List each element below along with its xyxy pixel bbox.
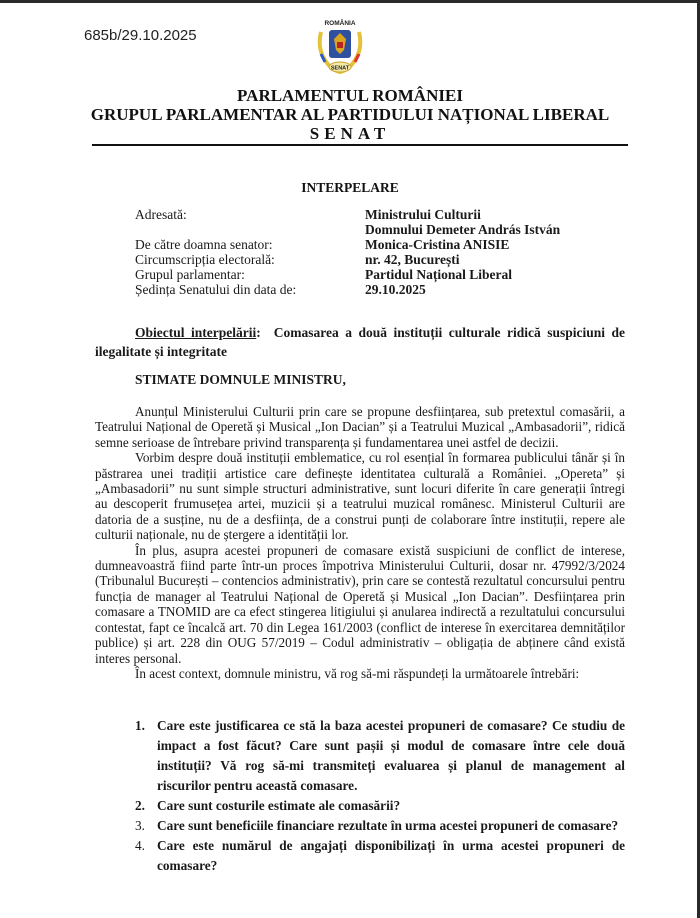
header-senat: SENAT [309, 124, 391, 143]
header-divider [92, 144, 628, 146]
objective: Obiectul interpelării: Comasarea a două instituții culturale ridică suspiciuni de ilegalitate și integritate [95, 325, 626, 359]
question-number: 3. [135, 818, 145, 833]
body-text [95, 404, 625, 681]
meta-value: 29.10.2025 [365, 282, 426, 297]
document-title: INTERPELARE [301, 180, 399, 195]
document-reference-number: 685b/29.10.2025 [84, 27, 197, 44]
meta-value: Ministrului Culturii [365, 207, 481, 222]
paragraph: Anunțul Ministerului Culturii prin care se propune desființarea, sub pretextul comasării, a Teatrului Național de Operetă și Musical „Ion Dacian” și a Teatrului Muzical „Ambasadorii”, ridică semne serioase de întrebare privind transparența și fundamentarea unei astfel de decizii. [95, 404, 625, 450]
document-header [0, 86, 700, 143]
meta-row-constituency [135, 252, 560, 267]
greeting: STIMATE DOMNULE MINISTRU, [135, 372, 346, 387]
question-text: Care sunt costurile estimate ale comasării? [157, 798, 401, 813]
meta-row-senator [135, 237, 560, 252]
header-parliament: PARLAMENTUL ROMÂNIEI [237, 86, 463, 105]
meta-label [135, 222, 365, 237]
question-text: Care este justificarea ce stă la baza acestei propuneri de comasare? Ce studiu de impact a fost făcut? Care sunt pașii și modul de comasare între cele două instituții? Vă rog să-mi transmiteți evaluarea și planul de management al riscurilor pentru această comasare. [157, 718, 625, 793]
senate-coat-of-arms-icon [315, 14, 365, 78]
meta-label: Grupul parlamentar: [135, 267, 245, 282]
meta-row-addressee [135, 207, 560, 222]
question-text: Care este numărul de angajați disponibilizați în urma acestei propuneri de comasare? [157, 838, 625, 873]
question-number: 1. [135, 718, 145, 733]
question-item [135, 716, 625, 796]
meta-value: Partidul Național Liberal [365, 267, 513, 282]
meta-label: Circumscripția electorală: [135, 252, 275, 267]
svg-text:SENAT: SENAT [330, 65, 350, 72]
paragraph: În acest context, domnule ministru, vă rog să-mi răspundeți la următoarele întrebări: [135, 665, 580, 681]
meta-label: Adresată: [135, 207, 187, 222]
question-number: 4. [135, 838, 145, 853]
meta-row-minister [135, 222, 560, 237]
page-border-top [0, 0, 700, 3]
meta-value: nr. 42, București [365, 252, 460, 267]
meta-label: Ședința Senatului din data de: [135, 282, 297, 297]
questions-list [135, 716, 625, 876]
question-number: 2. [135, 798, 145, 813]
question-item [135, 796, 625, 816]
meta-row-session-date [135, 282, 560, 297]
svg-text:ROMÂNIA: ROMÂNIA [324, 20, 356, 27]
question-item [135, 836, 625, 876]
objective-text: Comasarea a două instituții culturale ridică suspiciuni de ilegalitate și integritate [95, 325, 626, 359]
meta-label: De către doamna senator: [135, 237, 273, 252]
header-group: GRUPUL PARLAMENTAR AL PARTIDULUI NAȚIONAL LIBERAL [90, 105, 610, 124]
question-text: Care sunt beneficiile financiare rezultate în urma acestei propuneri de comasare? [157, 818, 619, 833]
paragraph: Vorbim despre două instituții emblematice, cu rol esențial în formarea publicului tânăr și în păstrarea unei tradiții artistice care definește identitatea culturală a României. „Opereta” și „Ambasadorii” nu sunt simple structuri administrative, sunt locuri diferite în care generații întregi au descoperit frumusețea artei, muzicii și a teatrului muzical românesc. Ministerul Culturii are datoria de a susține, nu de a desființa, de a construi punți de colaborare între instituții, repere ale culturii naționale, nu de ștergere a identității lor. [95, 450, 625, 543]
meta-value: Monica-Cristina ANISIE [365, 237, 510, 252]
question-item [135, 816, 625, 836]
metadata-block [135, 207, 560, 297]
objective-label: Obiectul interpelării [135, 325, 257, 340]
meta-value: Domnului Demeter András István [365, 222, 561, 237]
meta-row-group [135, 267, 560, 282]
paragraph: În plus, asupra acestei propuneri de comasare există suspiciuni de conflict de interese, dumneavoastră fiind parte într-un proces împotriva Ministerului Culturii, dosar nr. 47992/3/2024 (Tribunalul București – contencios administrativ), prin care se contestă rezultatul concursului pentru funcția de manager al Teatrului Național de Operetă și Musical „Ion Dacian”. Desființarea prin comasare a TNOMID are ca efect stingerea litigiului și anularea indirectă a rezultatului concursului contestat, fapt ce încalcă art. 70 din Legea 161/2003 (conflict de interese în exercitarea demnităților publice) și art. 228 din OUG 57/2019 – Codul administrativ – obligația de abținere când există interes personal. [95, 542, 625, 666]
